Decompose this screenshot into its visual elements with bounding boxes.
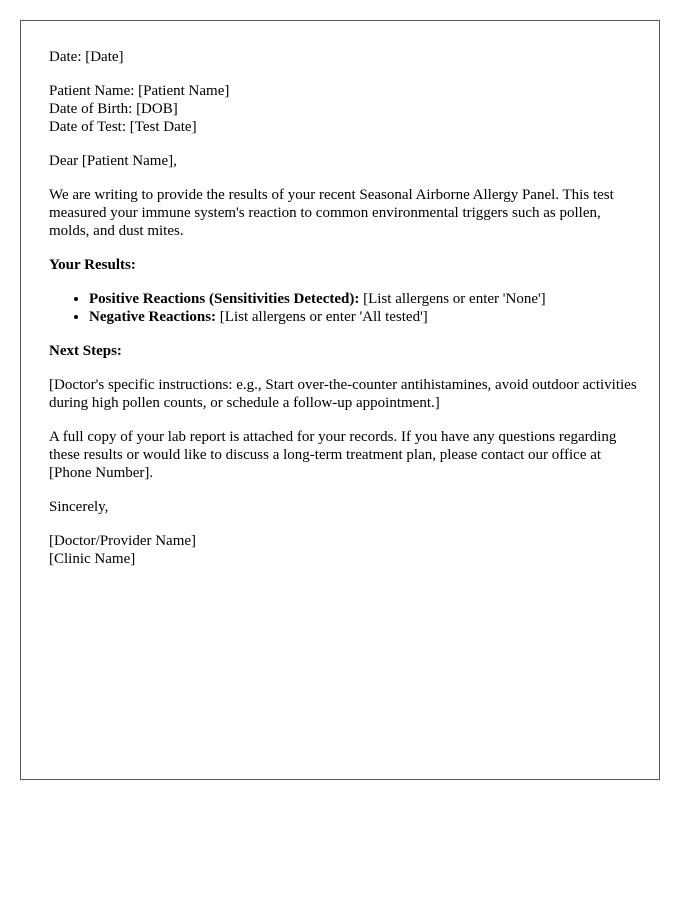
next-steps-heading: Next Steps: (49, 343, 122, 359)
patient-info-block (49, 82, 639, 136)
intro-paragraph: We are writing to provide the results of your recent Seasonal Airborne Allergy Panel. This test measured your immune system's reaction to common environmental triggers such as pollen, molds, and dust mites. (49, 187, 614, 239)
letter-body (49, 48, 639, 584)
result-value-positive: [List allergens or enter 'None'] (359, 291, 546, 307)
result-label-negative: Negative Reactions: (89, 309, 217, 325)
list-item (89, 290, 639, 308)
closing-paragraph: A full copy of your lab report is attached for your records. If you have any questions regarding these results or would like to discuss a long-term treatment plan, please contact our office at [Phone Number]. (49, 429, 617, 481)
valediction: Sincerely, (49, 499, 109, 515)
provider-name: [Doctor/Provider Name] (49, 533, 197, 549)
results-list (49, 290, 639, 326)
doctor-instructions: [Doctor's specific instructions: e.g., Start over-the-counter antihistamines, avoid outdoor activities during high pollen counts, or schedule a follow-up appointment.] (49, 377, 637, 411)
date-of-test-line: Date of Test: [Test Date] (49, 119, 197, 135)
clinic-name: [Clinic Name] (49, 551, 136, 567)
salutation: Dear [Patient Name], (49, 153, 177, 169)
result-value-negative: [List allergens or enter 'All tested'] (216, 309, 428, 325)
date-of-birth-line: Date of Birth: [DOB] (49, 101, 178, 117)
results-heading: Your Results: (49, 257, 136, 273)
patient-name-line: Patient Name: [Patient Name] (49, 83, 230, 99)
letter-date: Date: [Date] (49, 49, 124, 65)
list-item (89, 308, 639, 326)
signature-block (49, 532, 639, 568)
result-label-positive: Positive Reactions (Sensitivities Detected): (89, 291, 360, 307)
